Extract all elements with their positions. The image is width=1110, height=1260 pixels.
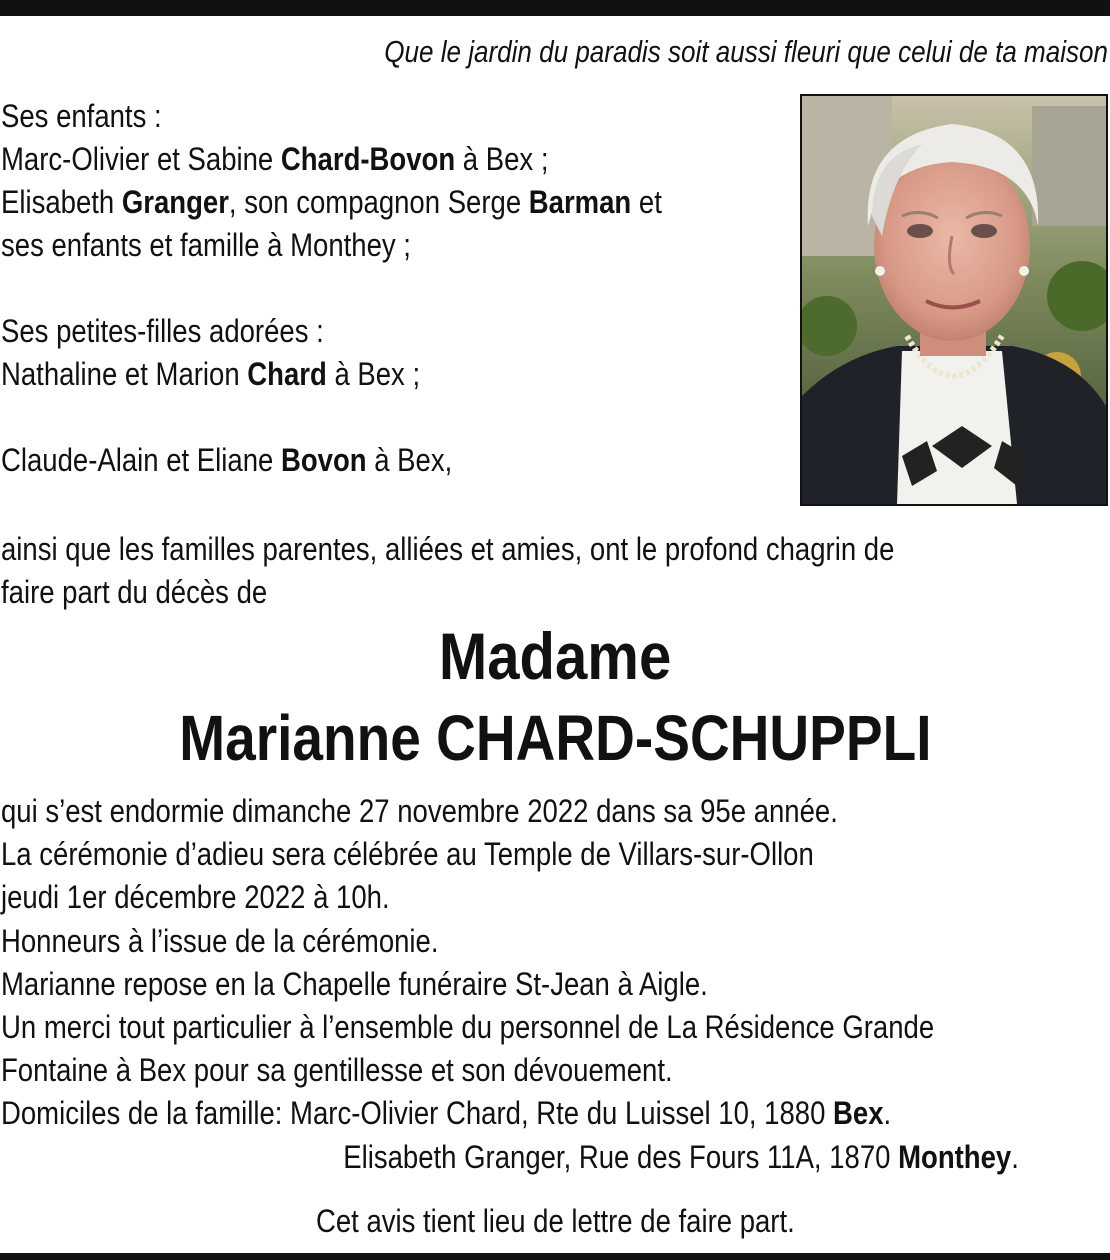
deceased-name: Marianne CHARD-SCHUPPLI (178, 702, 932, 774)
other-relatives-line: Claude-Alain et Eliane Bovon à Bex, (1, 442, 453, 478)
family-domicile-1: Domiciles de la famille: Marc-Olivier Chard, Rte du Luissel 10, 1880 Bex. (1, 1095, 892, 1132)
children-heading: Ses enfants : (1, 98, 162, 134)
ceremony-details: qui s’est endormie dimanche 27 novembre 2022 dans sa 95e année. La cérémonie d’adieu sera célébrée au Temple de Villars-sur-Ollon jeudi 1er décembre 2022 à 10h. Honneurs à l’issue de la cérémonie. Marianne repose en la Chapelle funéraire St-Jean à Aigle. Un merci tout particulier à l’ensemble du personnel de La Résidence Grande Fontaine à Bex pour sa gentillesse et son dévouement. Domiciles de la famille: Marc-Olivier Chard, Rte du Luissel 10, 1880 Bex. Elisabeth Granger, Rue des Fours 11A, 1870 Monthey. (1, 790, 1110, 1179)
child-line-1: Marc-Olivier et Sabine Chard-Bovon à Bex ; (1, 141, 549, 177)
child-line-3: ses enfants et famille à Monthey ; (1, 227, 411, 263)
grandchildren-line: Nathaline et Marion Chard à Bex ; (1, 356, 421, 392)
child-line-2: Elisabeth Granger, son compagnon Serge Barman et (1, 184, 662, 220)
portrait-photo (800, 94, 1108, 506)
closing-note: Cet avis tient lieu de lettre de faire part. (315, 1203, 795, 1239)
deceased-title: Madame (438, 619, 672, 693)
grandchildren-heading: Ses petites-filles adorées : (1, 313, 324, 349)
bottom-rule (0, 1253, 1110, 1260)
epigraph: Que le jardin du paradis soit aussi fleuri que celui de ta maison (384, 34, 1108, 69)
top-rule (0, 0, 1110, 16)
announcement-intro: ainsi que les familles parentes, alliées et amies, ont le profond chagrin de faire part du décès de (1, 531, 895, 610)
family-list (1, 95, 758, 482)
family-domicile-2: Elisabeth Granger, Rue des Fours 11A, 1870 Monthey. (343, 1138, 1019, 1175)
